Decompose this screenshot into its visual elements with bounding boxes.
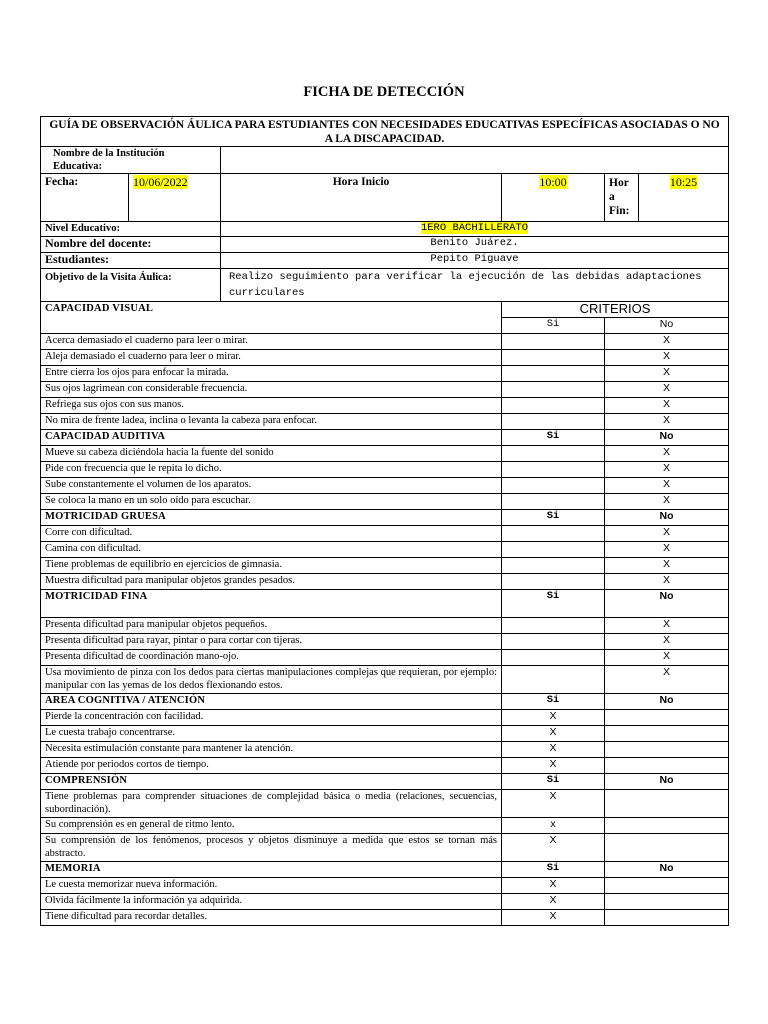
- date-label: Fecha:: [41, 174, 129, 222]
- criterion-row: [41, 494, 729, 510]
- no-mark-cell[interactable]: [605, 910, 729, 926]
- students-field[interactable]: Pepito Piguave: [221, 253, 729, 269]
- criterion-text: Acerca demasiado el cuaderno para leer o mirar.: [41, 334, 502, 350]
- yes-mark-cell[interactable]: [502, 526, 605, 542]
- criteria-yes-header: Si: [502, 430, 605, 446]
- criterion-text: Pide con frecuencia que le repita lo dicho.: [41, 462, 502, 478]
- criteria-yes-header: Si: [502, 318, 605, 334]
- criterion-text: Pierde la concentración con facilidad.: [41, 710, 502, 726]
- yes-mark-cell[interactable]: [502, 366, 605, 382]
- criteria-no-header: No: [605, 318, 729, 334]
- criterion-text: Presenta dificultad para rayar, pintar o para cortar con tijeras.: [41, 634, 502, 650]
- section-title: MOTRICIDAD GRUESA: [41, 510, 502, 526]
- criterion-text: No mira de frente ladea, inclina o levanta la cabeza para enfocar.: [41, 414, 502, 430]
- yes-mark-cell[interactable]: [502, 558, 605, 574]
- criterion-text: Presenta dificultad para manipular objetos pequeños.: [41, 618, 502, 634]
- criteria-yes-header: Si: [502, 510, 605, 526]
- institution-field[interactable]: [221, 147, 729, 174]
- criterion-text: Tiene dificultad para recordar detalles.: [41, 910, 502, 926]
- no-mark-cell[interactable]: X: [605, 618, 729, 634]
- yes-mark-cell[interactable]: X: [502, 710, 605, 726]
- criterion-text: Muestra dificultad para manipular objetos grandes pesados.: [41, 574, 502, 590]
- yes-mark-cell[interactable]: [502, 462, 605, 478]
- no-mark-cell[interactable]: X: [605, 542, 729, 558]
- no-mark-cell[interactable]: X: [605, 382, 729, 398]
- no-mark-cell[interactable]: X: [605, 350, 729, 366]
- yes-mark-cell[interactable]: X: [502, 790, 605, 818]
- criterion-row: [41, 398, 729, 414]
- no-mark-cell[interactable]: X: [605, 494, 729, 510]
- no-mark-cell[interactable]: X: [605, 462, 729, 478]
- students-label: Estudiantes:: [41, 253, 221, 269]
- criterion-text: Le cuesta trabajo concentrarse.: [41, 726, 502, 742]
- criterion-text: Entre cierra los ojos para enfocar la mirada.: [41, 366, 502, 382]
- no-mark-cell[interactable]: X: [605, 334, 729, 350]
- criteria-no-header: No: [605, 430, 729, 446]
- teacher-field[interactable]: Benito Juárez.: [221, 237, 729, 253]
- criterion-text: Olvida fácilmente la información ya adquirida.: [41, 894, 502, 910]
- guide-title: GUÍA DE OBSERVACIÓN ÁULICA PARA ESTUDIANTES CON NECESIDADES EDUCATIVAS ESPECÍFICAS ASOCIADAS O NO A LA DISCAPACIDAD.: [41, 117, 729, 147]
- teacher-label: Nombre del docente:: [41, 237, 221, 253]
- no-mark-cell[interactable]: X: [605, 666, 729, 694]
- no-mark-cell[interactable]: X: [605, 478, 729, 494]
- objective-label: Objetivo de la Visita Áulica:: [41, 269, 221, 302]
- no-mark-cell[interactable]: X: [605, 398, 729, 414]
- yes-mark-cell[interactable]: X: [502, 742, 605, 758]
- no-mark-cell[interactable]: X: [605, 650, 729, 666]
- section-title: CAPACIDAD AUDITIVA: [41, 430, 502, 446]
- criterion-text: Tiene problemas de equilibrio en ejercicios de gimnasia.: [41, 558, 502, 574]
- no-mark-cell[interactable]: [605, 818, 729, 834]
- criterion-row: [41, 558, 729, 574]
- document-title: FICHA DE DETECCIÓN: [303, 84, 465, 100]
- yes-mark-cell[interactable]: X: [502, 910, 605, 926]
- criterion-text: Usa movimiento de pinza con los dedos para ciertas manipulaciones complejas que requieran, por ejemplo: manipular con las yemas de los dedos flexionando estos.: [41, 666, 502, 694]
- criterion-row: [41, 350, 729, 366]
- criteria-yes-header: Si: [502, 774, 605, 790]
- criteria-no-header: No: [605, 510, 729, 526]
- criteria-no-header: No: [605, 774, 729, 790]
- end-time-field[interactable]: [639, 174, 729, 222]
- yes-mark-cell[interactable]: x: [502, 818, 605, 834]
- section-title: MOTRICIDAD FINA: [41, 590, 502, 618]
- no-mark-cell[interactable]: X: [605, 414, 729, 430]
- criterion-row: [41, 894, 729, 910]
- criterion-row: [41, 650, 729, 666]
- criteria-no-header: No: [605, 590, 729, 618]
- objective-field[interactable]: Realizo seguimiento para verificar la ejecución de las debidas adaptaciones curriculares: [221, 269, 729, 302]
- no-mark-cell[interactable]: X: [605, 526, 729, 542]
- criterion-text: Presenta dificultad de coordinación mano-ojo.: [41, 650, 502, 666]
- date-value: 10/06/2022: [133, 175, 188, 189]
- no-mark-cell[interactable]: X: [605, 558, 729, 574]
- criterion-row: [41, 462, 729, 478]
- yes-mark-cell[interactable]: [502, 414, 605, 430]
- criteria-no-header: No: [605, 694, 729, 710]
- yes-mark-cell[interactable]: [502, 382, 605, 398]
- criterion-text: Sube constantemente el volumen de los aparatos.: [41, 478, 502, 494]
- criterion-row: [41, 366, 729, 382]
- criterion-text: Su comprensión es en general de ritmo lento.: [41, 818, 502, 834]
- section-title: MEMORIA: [41, 862, 502, 878]
- date-field[interactable]: [129, 174, 221, 222]
- criterion-row: [41, 618, 729, 634]
- yes-mark-cell[interactable]: [502, 478, 605, 494]
- yes-mark-cell[interactable]: X: [502, 834, 605, 862]
- no-mark-cell[interactable]: [605, 710, 729, 726]
- yes-mark-cell[interactable]: X: [502, 894, 605, 910]
- yes-mark-cell[interactable]: [502, 634, 605, 650]
- no-mark-cell[interactable]: [605, 894, 729, 910]
- level-field[interactable]: [221, 222, 729, 237]
- criterion-text: Corre con dificultad.: [41, 526, 502, 542]
- criterion-row: [41, 414, 729, 430]
- criterion-row: [41, 666, 729, 694]
- criterion-text: Refriega sus ojos con sus manos.: [41, 398, 502, 414]
- criterion-row: [41, 742, 729, 758]
- observation-sheet: [40, 116, 729, 926]
- yes-mark-cell[interactable]: [502, 494, 605, 510]
- yes-mark-cell[interactable]: [502, 666, 605, 694]
- criterion-row: [41, 878, 729, 894]
- section-title: AREA COGNITIVA / ATENCIÓN: [41, 694, 502, 710]
- criterion-text: Se coloca la mano en un solo oído para escuchar.: [41, 494, 502, 510]
- criterion-row: [41, 382, 729, 398]
- yes-mark-cell[interactable]: [502, 446, 605, 462]
- end-time-value: 10:25: [669, 175, 698, 189]
- level-value: 1ERO BACHILLERATO: [420, 222, 529, 234]
- yes-mark-cell[interactable]: [502, 618, 605, 634]
- yes-mark-cell[interactable]: [502, 650, 605, 666]
- section-title: CAPACIDAD VISUAL: [41, 302, 502, 334]
- criterion-text: Sus ojos lagrimean con considerable frecuencia.: [41, 382, 502, 398]
- yes-mark-cell[interactable]: [502, 398, 605, 414]
- criteria-yes-header: Si: [502, 862, 605, 878]
- criterion-row: [41, 446, 729, 462]
- criterion-row: [41, 834, 729, 862]
- criterion-row: [41, 818, 729, 834]
- criterion-text: Tiene problemas para comprender situaciones de complejidad básica o media (relaciones, secuencias, subordinación).: [41, 790, 502, 818]
- no-mark-cell[interactable]: [605, 758, 729, 774]
- criterion-text: Camina con dificultad.: [41, 542, 502, 558]
- criterion-row: [41, 910, 729, 926]
- start-time-label: Hora Inicio: [221, 174, 502, 222]
- criterion-row: [41, 726, 729, 742]
- yes-mark-cell[interactable]: X: [502, 726, 605, 742]
- start-time-value: 10:00: [539, 175, 567, 189]
- yes-mark-cell[interactable]: [502, 574, 605, 590]
- no-mark-cell[interactable]: [605, 834, 729, 862]
- criterion-text: Le cuesta memorizar nueva información.: [41, 878, 502, 894]
- no-mark-cell[interactable]: X: [605, 446, 729, 462]
- yes-mark-cell[interactable]: [502, 542, 605, 558]
- no-mark-cell[interactable]: [605, 726, 729, 742]
- yes-mark-cell[interactable]: X: [502, 758, 605, 774]
- criterion-text: Necesita estimulación constante para mantener la atención.: [41, 742, 502, 758]
- criterion-row: [41, 758, 729, 774]
- start-time-field[interactable]: [502, 174, 605, 222]
- criterion-row: [41, 790, 729, 818]
- criterion-text: Atiende por periodos cortos de tiempo.: [41, 758, 502, 774]
- end-time-label: Hor a Fin:: [605, 174, 639, 222]
- criterion-text: Mueve su cabeza diciéndola hacia la fuente del sonido: [41, 446, 502, 462]
- no-mark-cell[interactable]: [605, 742, 729, 758]
- no-mark-cell[interactable]: [605, 878, 729, 894]
- no-mark-cell[interactable]: X: [605, 366, 729, 382]
- no-mark-cell[interactable]: X: [605, 574, 729, 590]
- no-mark-cell[interactable]: [605, 790, 729, 818]
- criterion-row: [41, 478, 729, 494]
- level-label: Nivel Educativo:: [41, 222, 221, 237]
- institution-label: Nombre de la Institución Educativa:: [41, 147, 221, 174]
- criterion-row: [41, 542, 729, 558]
- criterion-text: Aleja demasiado el cuaderno para leer o mirar.: [41, 350, 502, 366]
- yes-mark-cell[interactable]: X: [502, 878, 605, 894]
- criterion-row: [41, 710, 729, 726]
- yes-mark-cell[interactable]: [502, 350, 605, 366]
- criterion-row: [41, 526, 729, 542]
- criteria-yes-header: Si: [502, 694, 605, 710]
- criterion-row: [41, 634, 729, 650]
- no-mark-cell[interactable]: X: [605, 634, 729, 650]
- criterion-row: [41, 574, 729, 590]
- criterion-row: [41, 334, 729, 350]
- criterion-text: Su comprensión de los fenómenos, procesos y objetos disminuye a medida que estos se tornan más abstracto.: [41, 834, 502, 862]
- section-title: COMPRENSIÓN: [41, 774, 502, 790]
- criteria-label: CRITERIOS: [502, 302, 729, 318]
- yes-mark-cell[interactable]: [502, 334, 605, 350]
- criteria-no-header: No: [605, 862, 729, 878]
- criteria-yes-header: Si: [502, 590, 605, 618]
